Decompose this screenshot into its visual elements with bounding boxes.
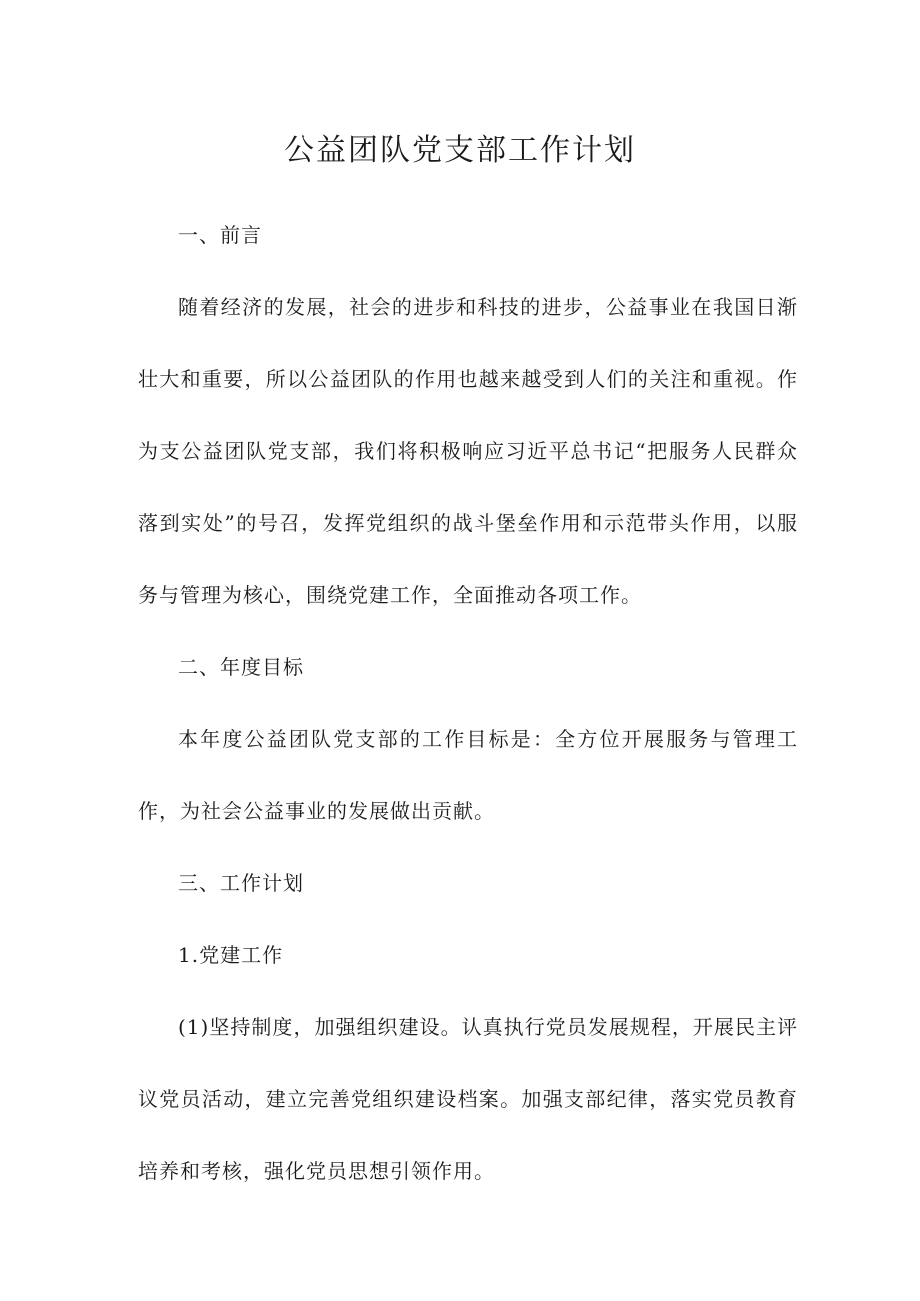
paragraph-party-building-item-1: (1)坚持制度，加强组织建设。认真执行党员发展规程，开展民主评议党员活动，建立完善党组织建设档案。加强支部纪律，落实党员教育培养和考核，强化党员思想引领作用。 — [138, 1015, 798, 1183]
section-heading-annual-goals: 二、年度目标 — [178, 655, 304, 679]
paragraph-preface: 随着经济的发展，社会的进步和科技的进步，公益事业在我国日渐壮大和重要，所以公益团队的作用也越来越受到人们的关注和重视。作为支公益团队党支部，我们将积极响应习近平总书记“把服务人民群众落到实处”的号召，发挥党组织的战斗堡垒作用和示范带头作用，以服务与管理为核心，围绕党建工作，全面推动各项工作。 — [138, 295, 798, 607]
document-body — [138, 199, 798, 1207]
subsection-heading-party-building: 1.党建工作 — [178, 943, 284, 967]
document-title: 公益团队党支部工作计划 — [284, 133, 636, 168]
paragraph-annual-goals: 本年度公益团队党支部的工作目标是：全方位开展服务与管理工作，为社会公益事业的发展做出贡献。 — [138, 727, 798, 823]
section-heading-preface: 一、前言 — [178, 223, 262, 247]
section-heading-work-plan: 三、工作计划 — [178, 871, 304, 895]
